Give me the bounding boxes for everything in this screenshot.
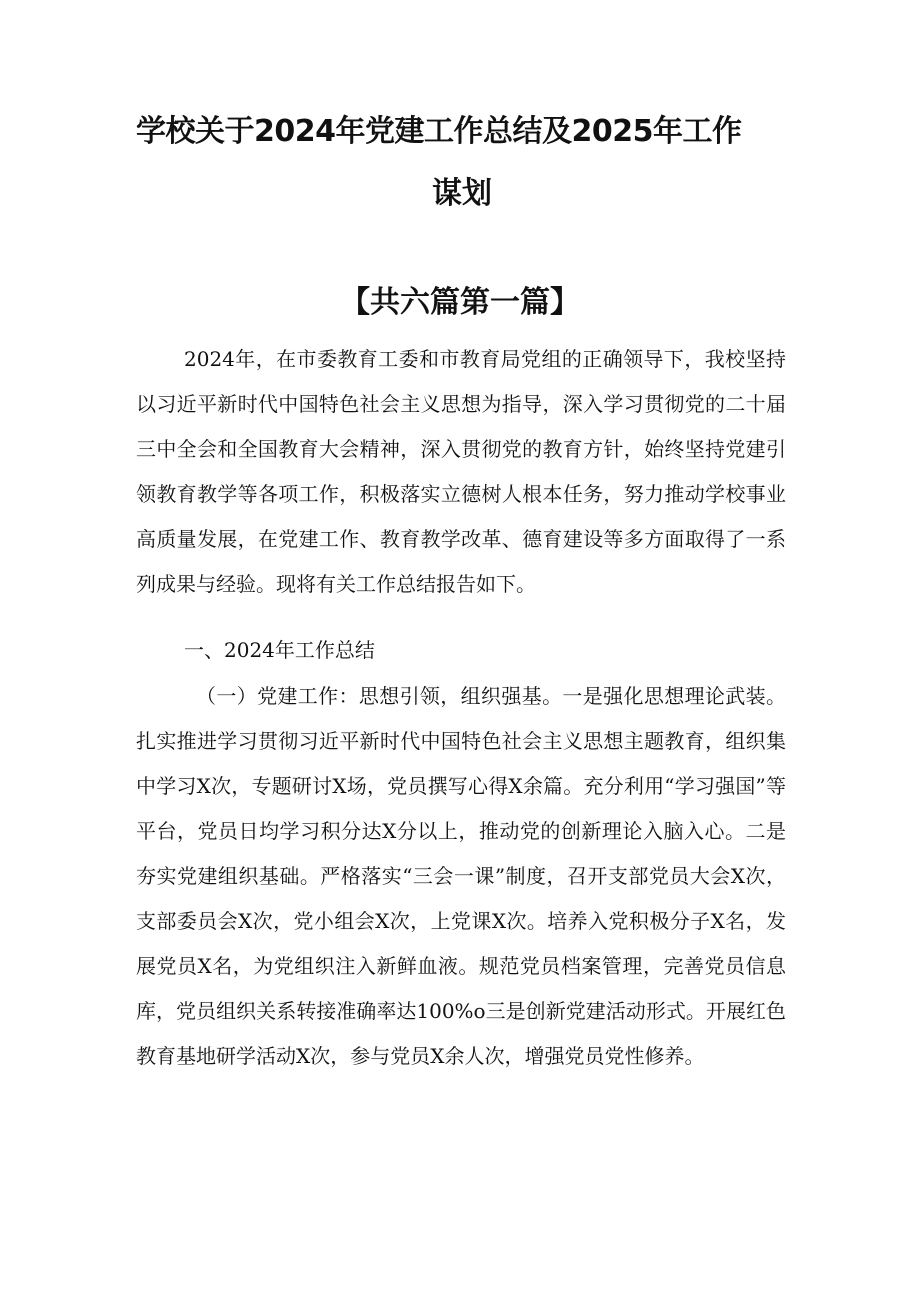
document-subtitle: 【共六篇第一篇】 — [340, 285, 580, 320]
document-title-line-2: 谋划 — [432, 176, 492, 211]
section-heading: 一、2024年工作总结 — [184, 638, 375, 662]
intro-paragraph: 2024年，在市委教育工委和市教育局党组的正确领导下，我校坚持以习近平新时代中国特色社会主义思想为指导，深入学习贯彻党的二十届三中全会和全国教育大会精神，深入贯彻党的教育方针，始终坚持党建引领教育教学等各项工作，积极落实立德树人根本任务，努力推动学校事业高质量发展，在党建工作、教育教学改革、德育建设等多方面取得了一系列成果与经验。现将有关工作总结报告如下。 — [136, 347, 786, 596]
section-paragraph: （一）党建工作：思想引领，组织强基。一是强化思想理论武装。扎实推进学习贯彻习近平新时代中国特色社会主义思想主题教育，组织集中学习X次，专题研讨X场，党员撰写心得X余篇。充分利用“学习强国”等平台，党员日均学习积分达X分以上，推动党的创新理论入脑入心。二是夯实党建组织基础。严格落实“三会一课”制度，召开支部党员大会X次，支部委员会X次，党小组会X次，上党课X次。培养入党积极分子X名，发展党员X名，为党组织注入新鲜血液。规范党员档案管理，完善党员信息库，党员组织关系转接准确率达100%o三是创新党建活动形式。开展红色教育基地研学活动X次，参与党员X余人次，增强党员党性修养。 — [136, 684, 786, 1068]
document-title-line-1: 学校关于2024年党建工作总结及2025年工作 — [136, 114, 742, 149]
